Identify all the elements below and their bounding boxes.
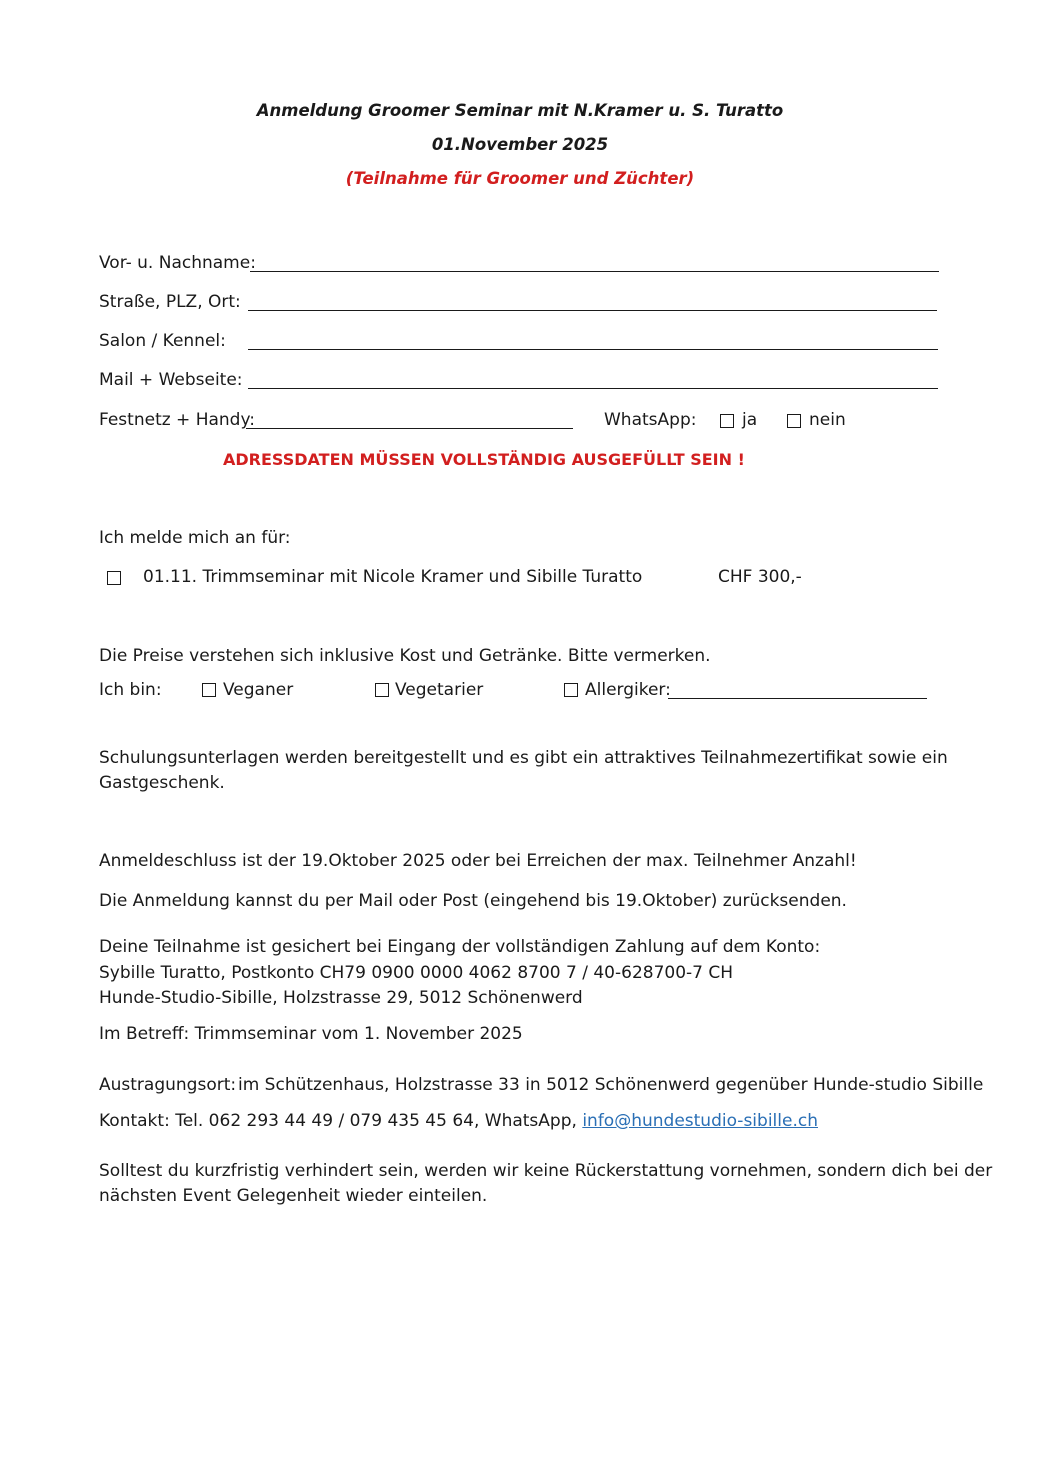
payment-text-2: Sybille Turatto, Postkonto CH79 0900 0000 4062 8700 7 / 40-628700-7 CH bbox=[99, 963, 734, 983]
name-field[interactable] bbox=[250, 271, 939, 272]
mail-label: Mail + Webseite: bbox=[99, 370, 243, 390]
price-note: Die Preise verstehen sich inklusive Kost und Getränke. Bitte vermerken. bbox=[99, 646, 711, 666]
participation-note: (Teilnahme für Groomer und Züchter) bbox=[345, 169, 695, 188]
vegan-checkbox[interactable] bbox=[202, 683, 216, 697]
allergic-label: Allergiker: bbox=[585, 680, 671, 700]
mail-field[interactable] bbox=[248, 388, 938, 389]
seminar-option-label: 01.11. Trimmseminar mit Nicole Kramer und Sibille Turatto bbox=[143, 567, 643, 587]
allergic-checkbox[interactable] bbox=[564, 683, 578, 697]
allergic-field[interactable] bbox=[668, 698, 927, 699]
seminar-checkbox[interactable] bbox=[107, 571, 121, 585]
cancellation-text-1: Solltest du kurzfristig verhindert sein, werden wir keine Rückerstattung vornehmen, sondern dich bei der bbox=[99, 1161, 993, 1181]
payment-text-3: Hunde-Studio-Sibille, Holzstrasse 29, 5012 Schönenwerd bbox=[99, 988, 583, 1008]
send-text: Die Anmeldung kannst du per Mail oder Post (eingehend bis 19.Oktober) zurücksenden. bbox=[99, 891, 847, 911]
address-label: Straße, PLZ, Ort: bbox=[99, 292, 241, 312]
page-title: Anmeldung Groomer Seminar mit N.Kramer u. S. Turatto bbox=[256, 101, 784, 120]
contact-text: Kontakt: Tel. 062 293 44 49 / 079 435 45 64, WhatsApp, bbox=[99, 1111, 577, 1131]
salon-label: Salon / Kennel: bbox=[99, 331, 226, 351]
seminar-price: CHF 300,- bbox=[718, 567, 802, 587]
whatsapp-no-checkbox[interactable] bbox=[787, 414, 801, 428]
whatsapp-label: WhatsApp: bbox=[604, 410, 697, 430]
vegetarian-checkbox[interactable] bbox=[375, 683, 389, 697]
vegan-label: Veganer bbox=[223, 680, 294, 700]
salon-field[interactable] bbox=[248, 349, 938, 350]
contact-email-link[interactable]: info@hundestudio-sibille.ch bbox=[582, 1111, 818, 1131]
vegetarian-label: Vegetarier bbox=[395, 680, 484, 700]
address-field[interactable] bbox=[248, 310, 937, 311]
phone-label: Festnetz + Handy: bbox=[99, 410, 256, 430]
materials-text-1: Schulungsunterlagen werden bereitgestellt und es gibt ein attraktives Teilnahmezertifikat sowie ein bbox=[99, 748, 948, 768]
diet-label: Ich bin: bbox=[99, 680, 162, 700]
deadline-text: Anmeldeschluss ist der 19.Oktober 2025 oder bei Erreichen der max. Teilnehmer Anzahl! bbox=[99, 851, 857, 871]
whatsapp-no-label: nein bbox=[809, 410, 846, 430]
registration-intro: Ich melde mich an für: bbox=[99, 528, 291, 548]
reference-text: Im Betreff: Trimmseminar vom 1. November 2025 bbox=[99, 1024, 523, 1044]
venue-text: im Schützenhaus, Holzstrasse 33 in 5012 Schönenwerd gegenüber Hunde-studio Sibille bbox=[238, 1075, 984, 1095]
venue-label: Austragungsort: bbox=[99, 1075, 237, 1095]
materials-text-2: Gastgeschenk. bbox=[99, 773, 225, 793]
contact-line bbox=[99, 1110, 818, 1132]
name-label: Vor- u. Nachname: bbox=[99, 253, 256, 273]
cancellation-text-2: nächsten Event Gelegenheit wieder einteilen. bbox=[99, 1186, 488, 1206]
event-date: 01.November 2025 bbox=[431, 135, 609, 154]
payment-text-1: Deine Teilnahme ist gesichert bei Eingang der vollständigen Zahlung auf dem Konto: bbox=[99, 937, 821, 957]
whatsapp-yes-checkbox[interactable] bbox=[720, 414, 734, 428]
phone-field[interactable] bbox=[246, 428, 573, 429]
address-warning: ADRESSDATEN MÜSSEN VOLLSTÄNDIG AUSGEFÜLLT SEIN ! bbox=[223, 450, 745, 469]
whatsapp-yes-label: ja bbox=[742, 410, 758, 430]
